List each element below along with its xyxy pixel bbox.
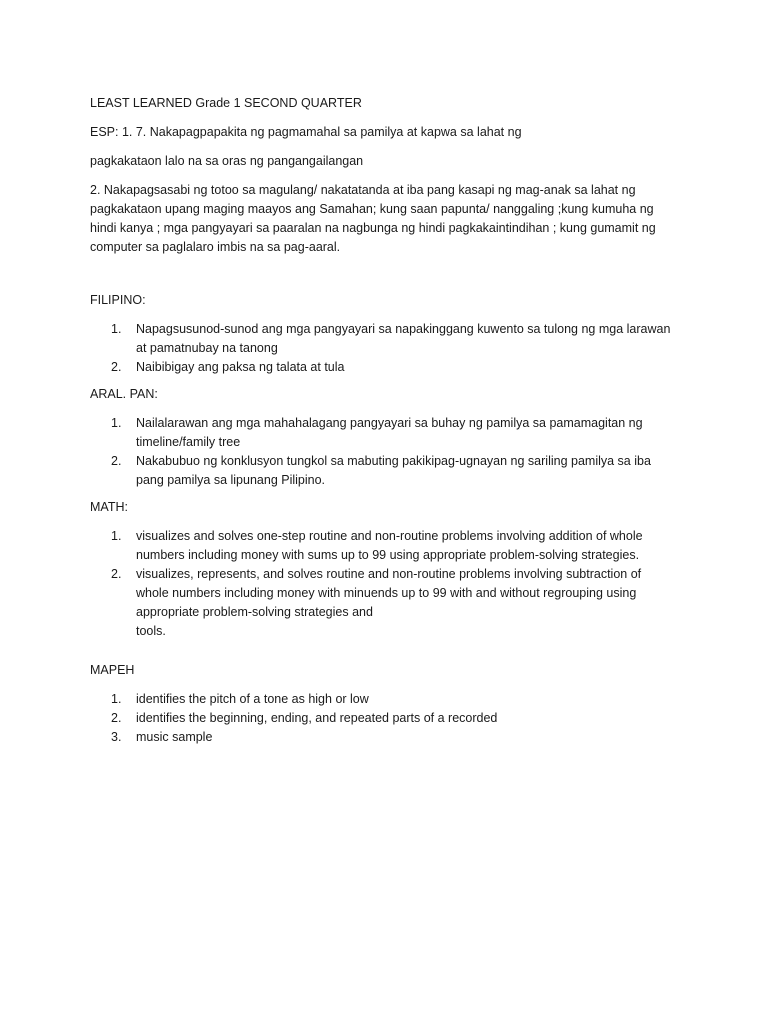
list-item — [90, 565, 690, 641]
esp-item-2: 2. Nakapagsasabi ng totoo sa magulang/ nakatatanda at iba pang kasapi ng mag-anak sa lahat ng pagkakataon upang maging maayos ang Samahan; kung saan papunta/ nanggaling ;kung kumuha ng hindi kanya ; mga pangyayari sa paaralan na nagbunga ng hindi pagkakaintindihan ; kung gumamit ng computer sa paglalaro imbis na sa pag-aaral. — [90, 183, 656, 254]
list-item — [90, 728, 690, 747]
list-item-number: 3. — [111, 730, 122, 744]
list-item-text: identifies the pitch of a tone as high or low — [136, 692, 369, 706]
list-item-number: 2. — [111, 454, 122, 468]
list-item-text: visualizes and solves one-step routine and non-routine problems involving addition of whole numbers including money with sums up to 99 using appropriate problem-solving strategies. — [136, 529, 643, 562]
list-item-text: Nailalarawan ang mga mahahalagang pangyayari sa buhay ng pamilya sa pamamagitan ng timeline/family tree — [136, 416, 643, 449]
aral-pan-heading: ARAL. PAN: — [90, 387, 158, 401]
list-item — [90, 709, 690, 728]
esp-line-2: pagkakataon lalo na sa oras ng pangangailangan — [90, 154, 364, 168]
list-item-text: visualizes, represents, and solves routine and non-routine problems involving subtraction of whole numbers including money with minuends up to 99 with and without regrouping using appropriate problem-solving strategies and tools. — [136, 567, 642, 638]
mapeh-heading: MAPEH — [90, 663, 135, 677]
list-item-text: Napagsusunod-sunod ang mga pangyayari sa napakinggang kuwento sa tulong ng mga larawan at pamatnubay na tanong — [136, 322, 671, 355]
spacer — [90, 267, 690, 291]
list-item-number: 2. — [111, 711, 122, 725]
list-item — [90, 527, 690, 565]
list-item — [90, 452, 690, 490]
math-list — [90, 527, 690, 641]
list-item — [90, 690, 690, 709]
list-item-number: 1. — [111, 529, 122, 543]
list-item — [90, 414, 690, 452]
list-item-text: music sample — [136, 730, 213, 744]
math-heading: MATH: — [90, 500, 128, 514]
aral-pan-list — [90, 414, 690, 490]
esp-line-1: ESP: 1. 7. Nakapagpapakita ng pagmamahal sa pamilya at kapwa sa lahat ng — [90, 125, 522, 139]
list-item-number: 1. — [111, 322, 122, 336]
list-item-text: identifies the beginning, ending, and repeated parts of a recorded — [136, 711, 498, 725]
list-item-text: Nakabubuo ng konklusyon tungkol sa mabuting pakikipag-ugnayan ng sariling pamilya sa iba pang pamilya sa lipunang Pilipino. — [136, 454, 651, 487]
document-title: LEAST LEARNED Grade 1 SECOND QUARTER — [90, 96, 362, 110]
list-item-text: Naibibigay ang paksa ng talata at tula — [136, 360, 345, 374]
list-item-number: 2. — [111, 567, 122, 581]
document-body — [90, 94, 690, 755]
list-item-number: 1. — [111, 692, 122, 706]
filipino-list — [90, 320, 690, 377]
list-item — [90, 358, 690, 377]
filipino-heading: FILIPINO: — [90, 293, 146, 307]
spacer — [90, 649, 690, 661]
list-item-number: 2. — [111, 360, 122, 374]
list-item — [90, 320, 690, 358]
list-item-number: 1. — [111, 416, 122, 430]
mapeh-list — [90, 690, 690, 747]
